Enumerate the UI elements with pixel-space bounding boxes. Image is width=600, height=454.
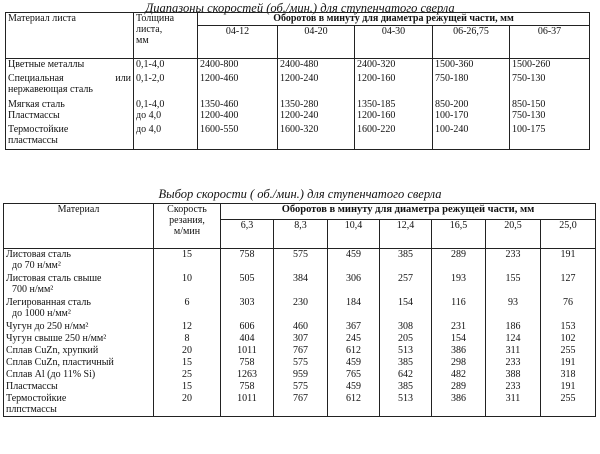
rpm-cell: 102: [541, 333, 596, 345]
rpm-cell: 384: [274, 273, 328, 297]
rpm-line: 1600-320: [280, 123, 319, 135]
rpm-cell: [278, 73, 355, 99]
material-cell: [6, 124, 134, 150]
material-line: [8, 73, 131, 84]
material-cell: [6, 73, 134, 99]
rpm-cell: 758: [221, 357, 274, 369]
table-row: [6, 124, 590, 150]
diameter-header: 12,4: [380, 220, 432, 249]
rpm-cell: 575: [274, 357, 328, 369]
rpm-cell: 205: [380, 333, 432, 345]
rpm-cell: [278, 124, 355, 150]
diameter-header: 16,5: [432, 220, 486, 249]
header-speed-line: резания,: [169, 215, 205, 226]
rpm-line: 100-175: [512, 123, 546, 135]
rpm-cell: 155: [486, 273, 541, 297]
rpm-cell: 1011: [221, 393, 274, 417]
cutting-speed-cell: 15: [154, 249, 221, 273]
rpm-line: 1350-280: [280, 98, 319, 110]
rpm-line: 750-130: [512, 109, 546, 121]
diameter-header: 04-30: [355, 26, 433, 59]
header-thickness-line: мм: [136, 35, 149, 47]
header-speed-line: Скорость: [167, 204, 207, 215]
speed-selection-table: [3, 203, 596, 417]
diameter-header: 10,4: [328, 220, 380, 249]
speed-ranges-table: [5, 12, 590, 150]
rpm-line: 850-200: [435, 98, 469, 110]
rpm-cell: 255: [541, 393, 596, 417]
header-thickness-line: Толщина: [136, 13, 175, 24]
material-line: Пластмассы: [6, 380, 58, 392]
rpm-cell: 230: [274, 297, 328, 321]
material-cell: [4, 357, 154, 369]
diameter-header: 04-20: [278, 26, 355, 59]
rpm-cell: 513: [380, 345, 432, 357]
material-line: 700 н/мм²: [12, 283, 54, 295]
thickness-cell: [134, 73, 198, 99]
rpm-cell: 289: [432, 381, 486, 393]
cutting-speed-cell: 25: [154, 369, 221, 381]
table-row: [4, 321, 596, 333]
rpm-cell: 191: [541, 249, 596, 273]
material-cell: [4, 297, 154, 321]
rpm-cell: 459: [328, 357, 380, 369]
rpm-cell: [355, 73, 433, 99]
rpm-cell: 385: [380, 357, 432, 369]
rpm-line: 1350-460: [200, 98, 239, 110]
header-thickness-line: листа,: [136, 24, 163, 36]
diameter-header: 8,3: [274, 220, 328, 249]
rpm-cell: 460: [274, 321, 328, 333]
rpm-line: 1600-550: [200, 123, 239, 135]
diameter-header: 06-26,75: [433, 26, 510, 59]
rpm-cell: 231: [432, 321, 486, 333]
material-cell: [4, 369, 154, 381]
rpm-line: 850-150: [512, 98, 546, 110]
rpm-line: 1200-240: [280, 72, 319, 84]
rpm-cell: 1011: [221, 345, 274, 357]
material-line: Листовая сталь свыше: [6, 272, 102, 284]
material-line: до 70 н/мм²: [12, 260, 61, 271]
material-line: Термостойкие: [6, 392, 67, 404]
cutting-speed-cell: 10: [154, 273, 221, 297]
rpm-line: 100-170: [435, 109, 469, 121]
rpm-cell: 606: [221, 321, 274, 333]
rpm-cell: 153: [541, 321, 596, 333]
thickness-cell: [134, 99, 198, 124]
material-cell: [4, 393, 154, 417]
cutting-speed-cell: 6: [154, 297, 221, 321]
rpm-cell: 311: [486, 345, 541, 357]
material-line: Мягкая сталь: [8, 98, 65, 110]
table-row: [4, 393, 596, 417]
material-line: плпстмассы: [6, 403, 57, 415]
rpm-line: 750-180: [435, 72, 469, 84]
diameter-header: 06-37: [510, 26, 590, 59]
material-line: Термостойкие: [8, 123, 69, 135]
rpm-cell: 386: [432, 393, 486, 417]
table-row: [4, 273, 596, 297]
rpm-cell: 154: [380, 297, 432, 321]
thickness-line: 0,1-2,0: [136, 72, 165, 84]
rpm-cell: [355, 124, 433, 150]
cutting-speed-cell: 20: [154, 393, 221, 417]
rpm-cell: 127: [541, 273, 596, 297]
rpm-cell: 154: [432, 333, 486, 345]
material-cell: [6, 59, 134, 73]
header-rpm: Оборотов в минуту для диаметра режущей части, мм: [198, 13, 590, 26]
rpm-cell: 767: [274, 345, 328, 357]
rpm-cell: 612: [328, 345, 380, 357]
rpm-cell: 459: [328, 249, 380, 273]
rpm-cell: 575: [274, 381, 328, 393]
thickness-line: до 4,0: [136, 109, 162, 121]
table-row: [4, 357, 596, 369]
header-speed-line: м/мин: [173, 226, 201, 237]
rpm-cell: 245: [328, 333, 380, 345]
table-row: [6, 59, 590, 73]
rpm-cell: 1263: [221, 369, 274, 381]
material-line: до 1000 н/мм²: [12, 307, 71, 319]
diameter-header: 04-12: [198, 26, 278, 59]
thickness-cell: [134, 124, 198, 150]
rpm-cell: 505: [221, 273, 274, 297]
rpm-cell: 308: [380, 321, 432, 333]
rpm-cell: 959: [274, 369, 328, 381]
rpm-cell: 233: [486, 381, 541, 393]
material-line: Сплав CuZn, хрупкий: [6, 344, 99, 356]
rpm-cell: 386: [432, 345, 486, 357]
rpm-cell: 233: [486, 357, 541, 369]
table-row: [4, 345, 596, 357]
rpm-cell: 76: [541, 297, 596, 321]
material-cell: [4, 345, 154, 357]
rpm-cell: 93: [486, 297, 541, 321]
rpm-cell: 513: [380, 393, 432, 417]
cutting-speed-cell: 8: [154, 333, 221, 345]
rpm-cell: [278, 99, 355, 124]
material-cell: [4, 249, 154, 273]
rpm-cell: 404: [221, 333, 274, 345]
rpm-cell: [433, 99, 510, 124]
rpm-cell: 255: [541, 345, 596, 357]
rpm-cell: [433, 59, 510, 73]
table-row: [4, 381, 596, 393]
rpm-cell: 289: [432, 249, 486, 273]
rpm-line: 1200-160: [357, 72, 396, 84]
cutting-speed-cell: 15: [154, 357, 221, 369]
rpm-line: 100-240: [435, 123, 469, 135]
header-material: Материал листа: [6, 13, 134, 59]
rpm-cell: 758: [221, 381, 274, 393]
rpm-line: 1200-460: [200, 72, 239, 84]
rpm-line: 2400-480: [280, 59, 319, 70]
table-row: [4, 369, 596, 381]
rpm-cell: 388: [486, 369, 541, 381]
header-cutting-speed: [154, 204, 221, 249]
rpm-cell: 765: [328, 369, 380, 381]
rpm-cell: 307: [274, 333, 328, 345]
rpm-cell: 318: [541, 369, 596, 381]
rpm-cell: 116: [432, 297, 486, 321]
rpm-line: 1500-260: [512, 59, 551, 70]
rpm-line: 2400-320: [357, 59, 396, 70]
rpm-cell: 767: [274, 393, 328, 417]
rpm-line: 750-130: [512, 72, 546, 84]
rpm-cell: 367: [328, 321, 380, 333]
rpm-cell: 612: [328, 393, 380, 417]
rpm-cell: 184: [328, 297, 380, 321]
rpm-cell: [433, 124, 510, 150]
rpm-line: 1200-400: [200, 109, 239, 121]
table-row: [6, 99, 590, 124]
rpm-cell: 482: [432, 369, 486, 381]
rpm-cell: 233: [486, 249, 541, 273]
rpm-cell: 298: [432, 357, 486, 369]
rpm-cell: [355, 99, 433, 124]
table-row: [4, 333, 596, 345]
diameter-header: 6,3: [221, 220, 274, 249]
material-line: Легированная сталь: [6, 296, 91, 308]
material-cell: [4, 333, 154, 345]
material-line: Чугун свыше 250 н/мм²: [6, 332, 107, 344]
rpm-cell: 191: [541, 357, 596, 369]
material-line: пластмассы: [8, 134, 58, 146]
material-line: Цветные металлы: [8, 59, 85, 70]
rpm-cell: 575: [274, 249, 328, 273]
material-line: Сплав Al (до 11% Si): [6, 368, 96, 380]
rpm-cell: [278, 59, 355, 73]
rpm-cell: [198, 59, 278, 73]
table-row: [4, 297, 596, 321]
diameter-header: 25,0: [541, 220, 596, 249]
rpm-cell: 306: [328, 273, 380, 297]
material-cell: [4, 321, 154, 333]
material-line: нержавеющая сталь: [8, 83, 93, 95]
rpm-cell: [198, 73, 278, 99]
rpm-cell: [355, 59, 433, 73]
rpm-line: 2400-800: [200, 59, 239, 70]
header-thickness: [134, 13, 198, 59]
cutting-speed-cell: 20: [154, 345, 221, 357]
material-cell: [4, 273, 154, 297]
rpm-cell: 303: [221, 297, 274, 321]
material-text: или: [115, 72, 131, 84]
table-row: [6, 73, 590, 99]
material-cell: [6, 99, 134, 124]
rpm-cell: 385: [380, 381, 432, 393]
rpm-cell: 257: [380, 273, 432, 297]
rpm-cell: 642: [380, 369, 432, 381]
caption-speed-selection: Выбор скорости ( об./мин.) для ступенчатого сверла: [158, 187, 442, 201]
rpm-line: 1200-240: [280, 109, 319, 121]
header-material: Материал: [4, 204, 154, 249]
rpm-cell: [433, 73, 510, 99]
material-line: Листовая сталь: [6, 249, 71, 260]
rpm-cell: 191: [541, 381, 596, 393]
rpm-cell: 385: [380, 249, 432, 273]
rpm-cell: 193: [432, 273, 486, 297]
material-line: Сплав CuZn, пластичный: [6, 356, 114, 368]
material-cell: [4, 381, 154, 393]
rpm-cell: [510, 59, 590, 73]
cutting-speed-cell: 15: [154, 381, 221, 393]
material-line: Чугун до 250 н/мм²: [6, 320, 89, 332]
rpm-cell: [510, 99, 590, 124]
thickness-line: 0,1-4,0: [136, 59, 165, 70]
table-row: [4, 249, 596, 273]
rpm-cell: [510, 73, 590, 99]
rpm-cell: 124: [486, 333, 541, 345]
rpm-cell: 186: [486, 321, 541, 333]
rpm-cell: 758: [221, 249, 274, 273]
rpm-cell: [198, 124, 278, 150]
material-text: Специальная: [8, 72, 64, 84]
rpm-line: 1350-185: [357, 98, 396, 110]
thickness-cell: [134, 59, 198, 73]
rpm-cell: [510, 124, 590, 150]
rpm-line: 1500-360: [435, 59, 474, 70]
cutting-speed-cell: 12: [154, 321, 221, 333]
rpm-cell: 459: [328, 381, 380, 393]
rpm-line: 1600-220: [357, 123, 396, 135]
diameter-header: 20,5: [486, 220, 541, 249]
thickness-line: 0,1-4,0: [136, 98, 165, 110]
material-line: Пластмассы: [8, 109, 60, 121]
header-rpm: Оборотов в минуту для диаметра режущей части, мм: [221, 204, 596, 220]
rpm-cell: 311: [486, 393, 541, 417]
rpm-line: 1200-160: [357, 109, 396, 121]
caption-stepped-drill-speed-ranges: Диапазоны скоростей (об./мин.) для ступенчатого сверла: [145, 1, 455, 15]
thickness-line: до 4,0: [136, 123, 162, 135]
rpm-cell: [198, 99, 278, 124]
